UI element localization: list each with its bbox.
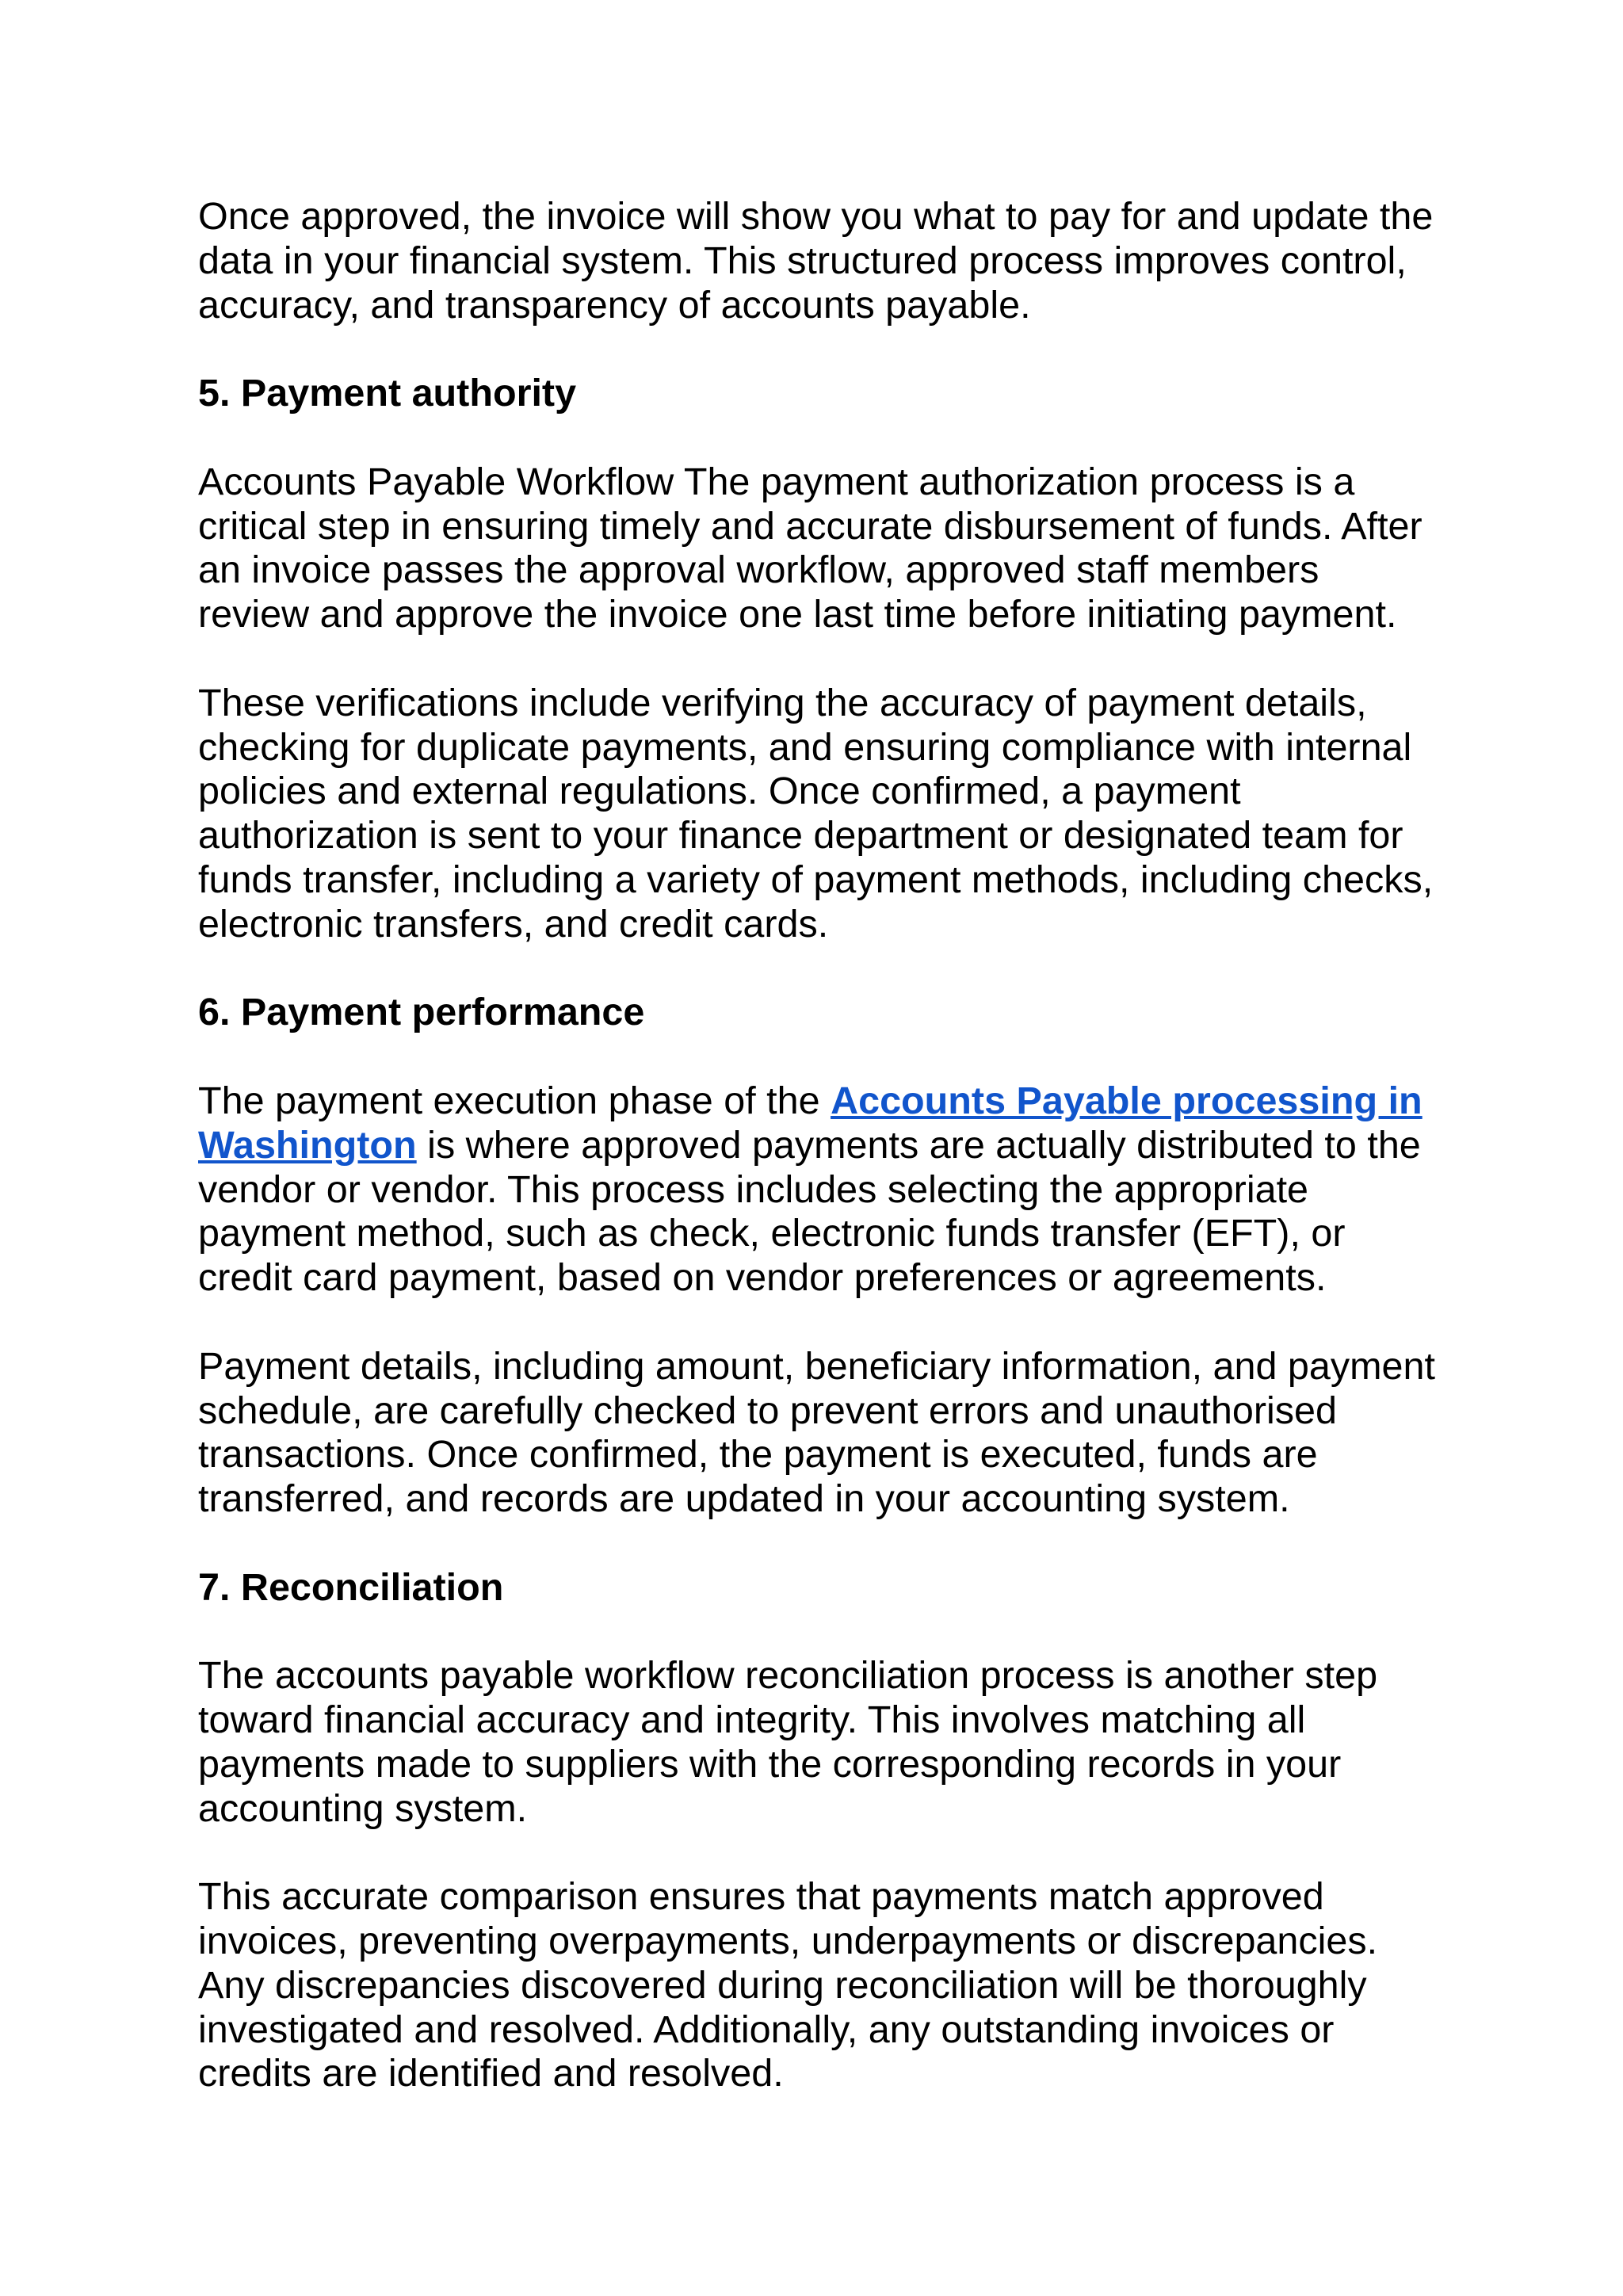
section-heading-payment-performance: 6. Payment performance: [198, 991, 645, 1034]
paragraph-line: These verifications include verifying the accuracy of payment details,: [198, 681, 1367, 724]
accounts-payable-washington-link-continued[interactable]: Washington: [198, 1123, 417, 1167]
paragraph-line: credit card payment, based on vendor preferences or agreements.: [198, 1256, 1327, 1300]
paragraph-line: vendor or vendor. This process includes selecting the appropriate: [198, 1167, 1309, 1211]
paragraph-line: schedule, are carefully checked to prevent errors and unauthorised: [198, 1389, 1337, 1432]
payment-performance-paragraph-1: [198, 1079, 1458, 1301]
paragraph-line: data in your financial system. This structured process improves control,: [198, 239, 1407, 282]
paragraph-line: toward financial accuracy and integrity. This involves matching all: [198, 1698, 1306, 1742]
paragraph-line: payment method, such as check, electronic funds transfer (EFT), or: [198, 1212, 1346, 1255]
paragraph-line: accuracy, and transparency of accounts payable.: [198, 283, 1031, 327]
document-page: [198, 195, 1458, 2141]
paragraph-line: accounting system.: [198, 1786, 528, 1830]
payment-performance-paragraph-2: [198, 1345, 1458, 1522]
paragraph-line: payments made to suppliers with the corresponding records in your: [198, 1742, 1342, 1786]
line-text: is where approved payments are actually distributed to the: [416, 1123, 1421, 1167]
paragraph-line: Accounts Payable Workflow The payment authorization process is a: [198, 460, 1355, 503]
paragraph-line: funds transfer, including a variety of payment methods, including checks,: [198, 858, 1434, 901]
section-heading-payment-authority: 5. Payment authority: [198, 372, 577, 415]
paragraph-line: [198, 1124, 1458, 1168]
paragraph-line: The accounts payable workflow reconciliation process is another step: [198, 1654, 1378, 1698]
paragraph-line: an invoice passes the approval workflow, approved staff members: [198, 548, 1319, 592]
accounts-payable-washington-link[interactable]: Accounts Payable processing in: [831, 1079, 1423, 1122]
paragraph-line: Once approved, the invoice will show you what to pay for and update the: [198, 195, 1434, 238]
paragraph-line: policies and external regulations. Once confirmed, a payment: [198, 770, 1241, 813]
section-heading-reconciliation: 7. Reconciliation: [198, 1565, 504, 1609]
payment-authority-paragraph-2: [198, 682, 1458, 947]
payment-authority-paragraph-1: [198, 460, 1458, 637]
paragraph-line: critical step in ensuring timely and accurate disbursement of funds. After: [198, 504, 1423, 548]
line-text: The payment execution phase of the: [198, 1079, 831, 1122]
paragraph-line: investigated and resolved. Additionally, any outstanding invoices or: [198, 2008, 1335, 2051]
paragraph-line: invoices, preventing overpayments, underpayments or discrepancies.: [198, 1920, 1378, 1963]
paragraph-line: credits are identified and resolved.: [198, 2052, 784, 2095]
reconciliation-paragraph-1: [198, 1654, 1458, 1831]
paragraph-line: transactions. Once confirmed, the payment is executed, funds are: [198, 1433, 1318, 1477]
paragraph-line: Any discrepancies discovered during reconciliation will be thoroughly: [198, 1963, 1367, 2007]
paragraph-line: transferred, and records are updated in your accounting system.: [198, 1477, 1290, 1521]
paragraph-line: review and approve the invoice one last time before initiating payment.: [198, 593, 1397, 636]
paragraph-line: authorization is sent to your finance department or designated team for: [198, 814, 1403, 858]
reconciliation-paragraph-2: [198, 1875, 1458, 2096]
paragraph-line: This accurate comparison ensures that payments match approved: [198, 1875, 1324, 1919]
paragraph-line: electronic transfers, and credit cards.: [198, 902, 829, 946]
paragraph-line: checking for duplicate payments, and ensuring compliance with internal: [198, 725, 1412, 769]
paragraph-line: Payment details, including amount, beneficiary information, and payment: [198, 1344, 1435, 1388]
paragraph-line: [198, 1079, 1458, 1124]
intro-paragraph: [198, 195, 1458, 327]
